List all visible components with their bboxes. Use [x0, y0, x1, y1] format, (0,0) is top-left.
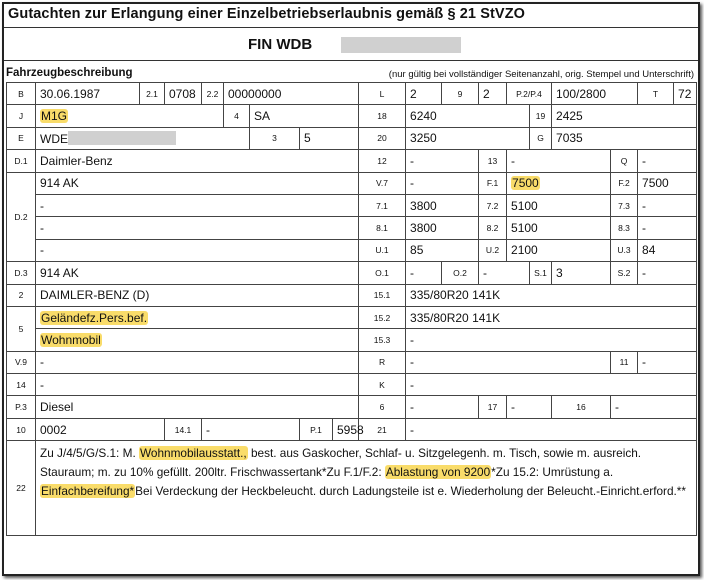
fin-divider [4, 60, 698, 61]
row-d3 [7, 262, 697, 284]
field-u3: 84 [638, 239, 697, 261]
label-22: 22 [7, 441, 36, 536]
label-8-1: 8.1 [359, 217, 406, 239]
field-7-2: 5100 [507, 194, 611, 216]
label-6: 6 [359, 396, 406, 418]
label-d3: D.3 [7, 262, 36, 284]
label-18: 18 [359, 105, 406, 127]
field-g: 7035 [552, 127, 697, 149]
label-7-3: 7.3 [611, 194, 638, 216]
field-p3: Diesel [36, 396, 359, 418]
field-6: - [406, 396, 479, 418]
field-k: - [406, 374, 697, 396]
row-b [7, 83, 697, 105]
field-d2-3: - [36, 217, 359, 239]
field-2-2: 00000000 [224, 83, 359, 105]
field-f2: 7500 [638, 172, 697, 194]
field-15-3: - [406, 329, 697, 351]
label-21: 21 [359, 418, 406, 440]
row-p3 [7, 396, 697, 418]
field-13: - [507, 150, 611, 172]
label-o1: O.1 [359, 262, 406, 284]
field-5-1 [36, 306, 359, 328]
label-s2: S.2 [611, 262, 638, 284]
row-d2-4 [7, 239, 697, 261]
label-p1: P.1 [300, 418, 333, 440]
field-8-1: 3800 [406, 217, 479, 239]
field-15-2: 335/80R20 141K [406, 306, 697, 328]
field-5-1-value: Geländefz.Pers.bef. [41, 310, 148, 325]
field-d3: 914 AK [36, 262, 359, 284]
field-j-value: M1G [41, 109, 68, 124]
row-d2-2 [7, 194, 697, 216]
row-2 [7, 284, 697, 306]
section-title: Fahrzeugbeschreibung [6, 67, 133, 79]
field-17: - [507, 396, 552, 418]
label-u1: U.1 [359, 239, 406, 261]
field-e [36, 127, 250, 149]
field-o2: - [479, 262, 530, 284]
field-4: SA [250, 105, 359, 127]
label-b: B [7, 83, 36, 105]
field-p2p4: 100/2800 [552, 83, 638, 105]
field-15-1: 335/80R20 141K [406, 284, 697, 306]
field-9: 2 [479, 83, 507, 105]
field-5-2 [36, 329, 359, 351]
field-l: 2 [406, 83, 442, 105]
label-4: 4 [224, 105, 250, 127]
label-s1: S.1 [530, 262, 552, 284]
field-s1: 3 [552, 262, 611, 284]
label-d1: D.1 [7, 150, 36, 172]
label-14: 14 [7, 374, 36, 396]
row-14 [7, 374, 697, 396]
field-8-2: 5100 [507, 217, 611, 239]
field-u2: 2100 [507, 239, 611, 261]
label-8-3: 8.3 [611, 217, 638, 239]
label-11: 11 [611, 351, 638, 373]
row-22 [7, 441, 697, 536]
label-p3: P.3 [7, 396, 36, 418]
field-16: - [611, 396, 697, 418]
field-14: - [36, 374, 359, 396]
field-b: 30.06.1987 [36, 83, 140, 105]
field-d2-2: - [36, 194, 359, 216]
label-u2: U.2 [479, 239, 507, 261]
row-d2-3 [7, 217, 697, 239]
label-j: J [7, 105, 36, 127]
label-o2: O.2 [442, 262, 479, 284]
label-f1: F.1 [479, 172, 507, 194]
field-11: - [638, 351, 697, 373]
field-d2-4: - [36, 239, 359, 261]
label-r: R [359, 351, 406, 373]
label-t: T [638, 83, 674, 105]
label-f2: F.2 [611, 172, 638, 194]
remarks-text-1: Zu J/4/5/G/S.1: M. [40, 446, 139, 461]
row-e [7, 127, 697, 149]
title-divider [4, 27, 698, 28]
fin-redaction [341, 37, 461, 53]
label-g: G [530, 127, 552, 149]
row-5-2 [7, 329, 697, 351]
label-k: K [359, 374, 406, 396]
field-7-3: - [638, 194, 697, 216]
field-o1: - [406, 262, 442, 284]
field-12: - [406, 150, 479, 172]
row-10 [7, 418, 697, 440]
label-16: 16 [552, 396, 611, 418]
remarks-highlight-2: Ablastung von 9200 [385, 465, 491, 480]
label-15-1: 15.1 [359, 284, 406, 306]
label-10: 10 [7, 418, 36, 440]
label-14-1: 14.1 [165, 418, 202, 440]
field-r: - [406, 351, 611, 373]
field-8-3: - [638, 217, 697, 239]
label-13: 13 [479, 150, 507, 172]
field-7-1: 3800 [406, 194, 479, 216]
field-u1: 85 [406, 239, 479, 261]
label-2: 2 [7, 284, 36, 306]
section-note: (nur gültig bei vollständiger Seitenanzahl, orig. Stempel und Unterschrift) [388, 69, 694, 80]
label-15-3: 15.3 [359, 329, 406, 351]
label-20: 20 [359, 127, 406, 149]
document-title: Gutachten zur Erlangung einer Einzelbetriebserlaubnis gemäß § 21 StVZO [8, 6, 526, 22]
label-19: 19 [530, 105, 552, 127]
field-e-redaction [68, 131, 176, 145]
field-s2: - [638, 262, 697, 284]
label-d2: D.2 [7, 172, 36, 262]
field-p1: 5958 [333, 418, 359, 440]
field-20: 3250 [406, 127, 530, 149]
label-u3: U.3 [611, 239, 638, 261]
field-q: - [638, 150, 697, 172]
row-v9 [7, 351, 697, 373]
fin-label: FIN WDB [248, 36, 313, 53]
field-j [36, 105, 224, 127]
label-v7: V.7 [359, 172, 406, 194]
vehicle-description-table [6, 82, 697, 536]
remarks-highlight-1: Wohnmobilausstatt., [140, 446, 247, 461]
label-l: L [359, 83, 406, 105]
field-5-2-value: Wohnmobil [41, 332, 101, 347]
label-7-2: 7.2 [479, 194, 507, 216]
field-3: 5 [300, 127, 359, 149]
remarks-highlight-3: Einfachbereifung* [41, 484, 135, 499]
field-t: 72 [674, 83, 697, 105]
label-7-1: 7.1 [359, 194, 406, 216]
label-v9: V.9 [7, 351, 36, 373]
label-17: 17 [479, 396, 507, 418]
field-f1 [507, 172, 611, 194]
remarks-text-3: *Zu 15.2: Umrüstung a. [491, 465, 614, 480]
label-15-2: 15.2 [359, 306, 406, 328]
field-2: DAIMLER-BENZ (D) [36, 284, 359, 306]
label-3: 3 [250, 127, 300, 149]
row-j [7, 105, 697, 127]
label-q: Q [611, 150, 638, 172]
label-5: 5 [7, 306, 36, 351]
field-18: 6240 [406, 105, 530, 127]
field-e-value: WDE [40, 131, 68, 146]
remarks-text-2: best. aus Gaskocher, Schlaf- u. Sitzgelegenh. m. Tisch, sowie m. ausreich. Stauraum; m. zu 10% gefüllt. 200ltr. Frischwassertank*Zu F.1/F.2: [40, 446, 642, 480]
field-14-1: - [202, 418, 300, 440]
label-p2p4: P.2/P.4 [507, 83, 552, 105]
label-12: 12 [359, 150, 406, 172]
field-2-1: 0708 [165, 83, 202, 105]
field-22-remarks [36, 441, 697, 536]
document-page [2, 2, 700, 576]
field-d2-1: 914 AK [36, 172, 359, 194]
remarks-text-4: Bei Verdeckung der Heckbeleucht. durch Ladungsteile ist e. Wiederholung der Beleucht.-Einricht.erford.** [135, 484, 686, 499]
row-d1 [7, 150, 697, 172]
label-2-1: 2.1 [140, 83, 165, 105]
row-d2-1 [7, 172, 697, 194]
label-8-2: 8.2 [479, 217, 507, 239]
row-5-1 [7, 306, 697, 328]
field-f1-value: 7500 [512, 176, 539, 191]
label-9: 9 [442, 83, 479, 105]
label-2-2: 2.2 [202, 83, 224, 105]
field-v7: - [406, 172, 479, 194]
field-d1: Daimler-Benz [36, 150, 359, 172]
field-10: 0002 [36, 418, 165, 440]
field-19: 2425 [552, 105, 697, 127]
field-21: - [406, 418, 697, 440]
label-e: E [7, 127, 36, 149]
field-v9: - [36, 351, 359, 373]
